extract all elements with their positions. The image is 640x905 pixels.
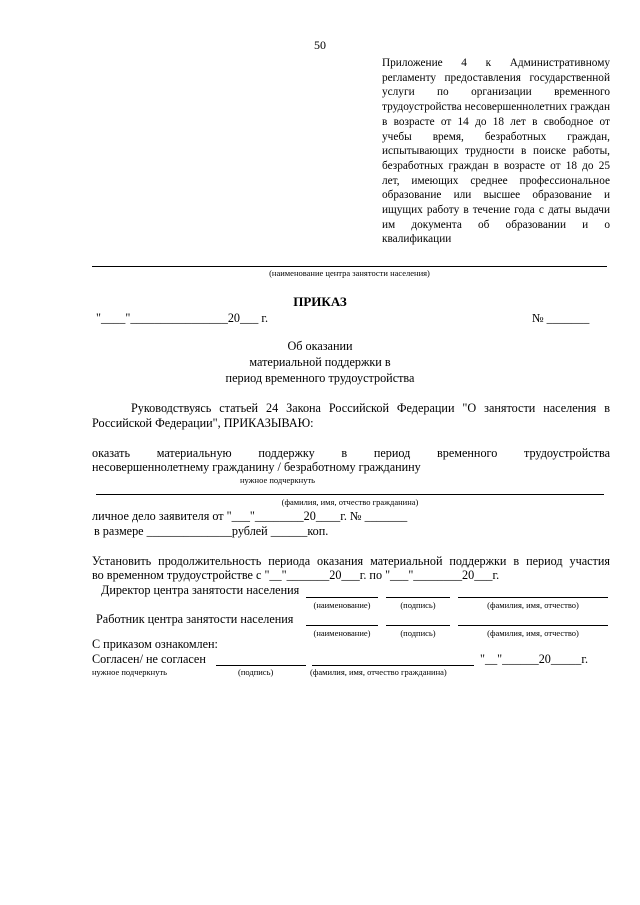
document-title: ПРИКАЗ (293, 294, 347, 309)
director-name-caption: (наименование) (313, 600, 371, 610)
director-fio-caption: (фамилия, имя, отчество) (487, 600, 579, 610)
center-name-line (92, 266, 607, 267)
acquainted-label: С приказом ознакомлен: (92, 637, 218, 651)
worker-fio-caption: (фамилия, имя, отчество) (487, 628, 579, 638)
director-fio-line (458, 597, 608, 598)
date-line: "____"________________20___ г. (96, 311, 269, 325)
worker-name-caption: (наименование) (313, 628, 371, 638)
bottom-underline-note: нужное подчеркнуть (92, 667, 168, 677)
fio-caption: (фамилия, имя, отчество гражданина) (281, 497, 419, 507)
consent-fio-line (312, 665, 474, 666)
worker-fio-line (458, 625, 608, 626)
order-number: № _______ (532, 311, 590, 325)
worker-signature-caption: (подпись) (400, 628, 436, 638)
subject-line-2: материальной поддержки в (249, 355, 391, 369)
order-line-2: несовершеннолетнему гражданину / безработному гражданину (92, 460, 421, 474)
center-name-caption: (наименование центра занятости населения) (269, 268, 430, 278)
subject-line-1: Об оказании (287, 339, 353, 353)
consent-label: Согласен/ не согласен (92, 652, 206, 666)
order-line-1: оказать материальную поддержку в период временного трудоустройства (92, 446, 610, 460)
director-signature-line (386, 597, 450, 598)
consent-date: "__"______20_____г. (480, 652, 589, 666)
bottom-fio-caption: (фамилия, имя, отчество гражданина) (310, 667, 447, 677)
director-name-line (306, 597, 378, 598)
preamble-line-2: Российской Федерации", ПРИКАЗЫВАЮ: (92, 416, 314, 430)
worker-label: Работник центра занятости населения (96, 612, 294, 626)
director-signature-caption: (подпись) (400, 600, 436, 610)
amount-line: в размере ______________рублей ______коп. (94, 524, 329, 538)
underline-note: нужное подчеркнуть (240, 475, 316, 485)
case-line: личное дело заявителя от "___"________20____г. № _______ (92, 509, 408, 523)
appendix-note: Приложение 4 к Административному регламенту предоставления государственной услуги по организации временного трудоустройства несовершеннолетних граждан в возрасте от 14 до 18 лет в свободное от учебы время, безработных граждан, испытывающих трудности в поиске работы, безработных граждан в возрасте от 18 до 25 лет, имеющих среднее профессиональное образование или высшее образование и ищущих работу в течение года с даты выдачи им документа об образовании и о квалификации (382, 57, 610, 246)
preamble-line-1: Руководствуясь статьей 24 Закона Российской Федерации "О занятости населения в (131, 401, 610, 415)
worker-signature-line (386, 625, 450, 626)
page-number: 50 (314, 38, 326, 52)
period-line-1: Установить продолжительность периода оказания материальной поддержки в период участия (92, 554, 610, 568)
director-label: Директор центра занятости населения (101, 583, 300, 597)
fio-line (96, 494, 604, 495)
worker-name-line (306, 625, 378, 626)
bottom-signature-caption: (подпись) (238, 667, 274, 677)
consent-signature-line (216, 665, 306, 666)
period-line-2: во временном трудоустройстве с "__"_______20___г. по "___"________20___г. (92, 568, 500, 582)
subject-line-3: период временного трудоустройства (225, 371, 415, 385)
